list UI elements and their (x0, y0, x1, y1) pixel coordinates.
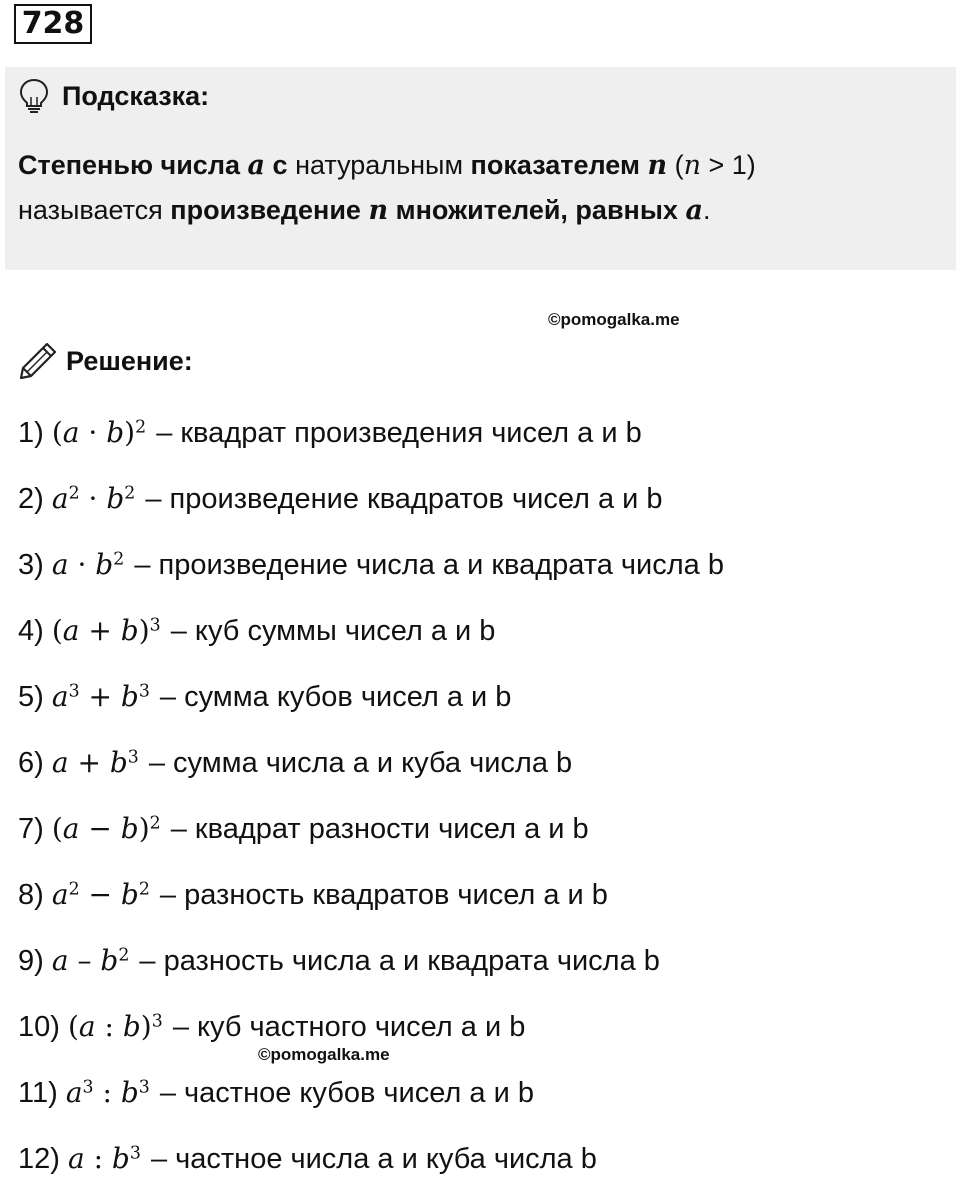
solution-item-1: 1) $(a \cdot b)^2$ – квадрат произведения чисел a и b (18, 416, 642, 449)
expression-12: a : $b^3$ (67, 1142, 141, 1175)
hint-term-4: произведение (170, 195, 361, 225)
problem-number: 728 (14, 4, 92, 44)
solution-item-2: 2) $a^2 \cdot b^2$ – произведение квадратов чисел a и b (18, 482, 663, 515)
watermark-2: ©pomogalka.me (258, 1045, 390, 1064)
hint-plain-2: называется (18, 195, 163, 225)
hint-definition (18, 143, 938, 233)
expression-6: $a + b^3$ (51, 746, 139, 779)
expression-11: $a^3$ : $b^3$ (65, 1076, 150, 1109)
expression-2: $a^2 \cdot b^2$ (51, 482, 136, 515)
solution-item-9: 9) a – $b^2$ – разность числа a и квадрата числа b (18, 944, 660, 977)
expression-8: $a^2 - b^2$ (51, 878, 150, 911)
hint-term-5: множителей, равных (395, 195, 678, 225)
expression-9: a – $b^2$ (51, 944, 130, 977)
lightbulb-icon (18, 78, 50, 114)
hint-var-a: a (247, 150, 266, 181)
hint-term-3: показателем (470, 150, 640, 180)
hint-term-1: Степенью числа (18, 150, 240, 180)
hint-condition: (n > 1) (674, 150, 756, 181)
expression-10: (a : b)$^3$ (67, 1010, 163, 1043)
hint-var-a-2: a (685, 195, 703, 226)
solution-item-7: 7) $(a - b)^2$ – квадрат разности чисел a и b (18, 812, 589, 845)
watermark: ©pomogalka.me (548, 310, 680, 329)
solution-item-12: 12) a : $b^3$ – частное числа a и куба числа b (18, 1142, 597, 1175)
solution-item-8: 8) $a^2 - b^2$ – разность квадратов чисел a и b (18, 878, 608, 911)
expression-1: $(a \cdot b)^2$ (51, 416, 147, 449)
solution-item-3: 3) $a \cdot b^2$ – произведение числа a и квадрата числа b (18, 548, 724, 581)
solution-item-5: 5) $a^3 + b^3$ – сумма кубов чисел a и b (18, 680, 512, 713)
solution-title: Решение: (66, 346, 193, 376)
hint-period: . (702, 195, 711, 225)
solution-item-4: 4) $(a + b)^3$ – куб суммы чисел a и b (18, 614, 496, 647)
hint-title: Подсказка: (62, 81, 210, 111)
solution-item-11: 11) $a^3$ : $b^3$ – частное кубов чисел a и b (18, 1076, 534, 1109)
expression-5: $a^3 + b^3$ (51, 680, 150, 713)
solution-item-10: 10) (a : b)$^3$ – куб частного чисел a и b (18, 1010, 526, 1043)
expression-7: $(a - b)^2$ (51, 812, 161, 845)
solution-item-6: 6) $a + b^3$ – сумма числа a и куба числа b (18, 746, 573, 779)
pencil-icon (17, 340, 59, 382)
hint-plain-1: натуральным (295, 150, 464, 180)
hint-var-n-2: n (368, 195, 389, 226)
hint-term-2: с (272, 150, 288, 180)
hint-var-n: n (647, 150, 668, 181)
expression-4: $(a + b)^3$ (51, 614, 161, 647)
expression-3: $a \cdot b^2$ (51, 548, 125, 581)
